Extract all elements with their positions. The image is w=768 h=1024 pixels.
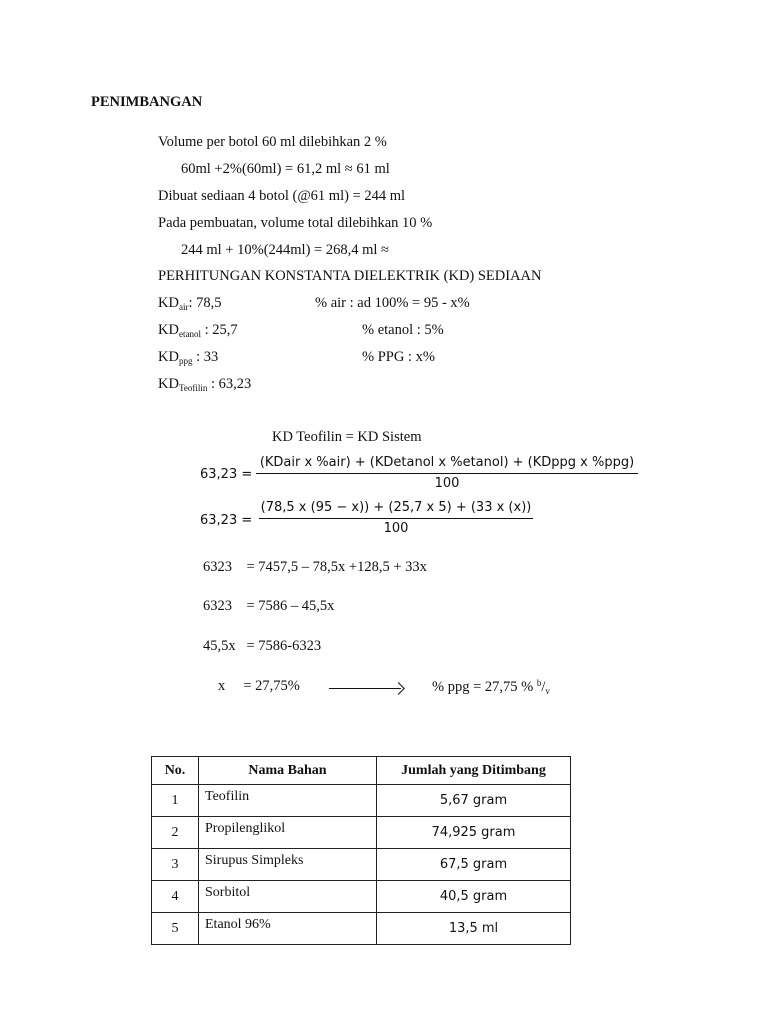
step-2: 6323 = 7586 – 45,5x (203, 598, 335, 614)
section-heading: PENIMBANGAN (91, 94, 203, 110)
cell-nama: Propilenglikol (199, 817, 377, 849)
cell-jumlah: 5,67 gram (377, 785, 571, 817)
persen-ppg: % PPG : x% (362, 349, 435, 365)
result-ppg: % ppg = 27,75 % $^b/_v$ (432, 678, 550, 696)
persen-etanol: % etanol : 5% (362, 322, 444, 338)
eq1-numerator: (KDair x %air) + (KDetanol x %etanol) + (KDppg x %ppg) (259, 455, 635, 470)
text-line-4-botol: Dibuat sediaan 4 botol (@61 ml) = 244 ml (158, 188, 406, 204)
table-header-row (152, 757, 571, 785)
header-no: No. (152, 757, 199, 785)
bahan-table (151, 756, 571, 945)
cell-nama: Sorbitol (199, 881, 377, 913)
cell-no: 1 (152, 785, 199, 817)
table-row (152, 881, 571, 913)
right-arrow-icon (329, 688, 401, 689)
eq2-denominator: 100 (383, 521, 409, 536)
cell-no: 4 (152, 881, 199, 913)
table-row (152, 785, 571, 817)
cell-no: 2 (152, 817, 199, 849)
eq1-fraction-bar (256, 473, 638, 474)
text-line-total-lebih: Pada pembuatan, volume total dilebihkan 10 % (158, 215, 433, 231)
cell-nama: Etanol 96% (199, 913, 377, 945)
kd-ppg: $KD_{ppg}$ : 33 (158, 349, 219, 366)
step-1: 6323 = 7457,5 – 78,5x +128,5 + 33x (203, 559, 427, 575)
eq1-lhs: 63,23 = (200, 467, 253, 482)
eq2-fraction (259, 500, 533, 536)
cell-nama: Teofilin (199, 785, 377, 817)
cell-no: 3 (152, 849, 199, 881)
cell-jumlah: 40,5 gram (377, 881, 571, 913)
cell-jumlah: 13,5 ml (377, 913, 571, 945)
text-line-volume: Volume per botol 60 ml dilebihkan 2 % (158, 134, 387, 150)
kd-etanol: $KD_{etanol}$ : 25,7 (158, 322, 238, 339)
header-jumlah: Jumlah yang Ditimbang (377, 757, 571, 785)
eq2-numerator: (78,5 x (95 − x)) + (25,7 x 5) + (33 x (x)) (260, 500, 532, 515)
table-row (152, 913, 571, 945)
table-row (152, 817, 571, 849)
header-nama-bahan: Nama Bahan (199, 757, 377, 785)
eq2-fraction-bar (259, 518, 533, 519)
step-3: 45,5x = 7586-6323 (203, 638, 322, 654)
kd-teofilin: $KD_{Teofilin}$ : 63,23 (158, 376, 252, 393)
text-line-calc-60ml: 60ml +2%(60ml) = 61,2 ml ≈ 61 ml (181, 161, 390, 177)
table-row (152, 849, 571, 881)
kd-air: $KD_{air}$: 78,5 (158, 295, 222, 312)
cell-no: 5 (152, 913, 199, 945)
text-line-perhitungan-kd: PERHITUNGAN KONSTANTA DIELEKTRIK (KD) SEDIAAN (158, 268, 542, 284)
text-line-calc-244ml: 244 ml + 10%(244ml) = 268,4 ml ≈ (181, 242, 389, 258)
step-4: x = 27,75% (218, 678, 300, 694)
cell-nama: Sirupus Simpleks (199, 849, 377, 881)
persen-air: % air : ad 100% = 95 - x% (315, 295, 470, 311)
eq2-lhs: 63,23 = (200, 513, 253, 528)
eq1-denominator: 100 (434, 476, 460, 491)
cell-jumlah: 74,925 gram (377, 817, 571, 849)
eq1-fraction (256, 455, 638, 491)
cell-jumlah: 67,5 gram (377, 849, 571, 881)
equation-title: KD Teofilin = KD Sistem (272, 429, 422, 445)
